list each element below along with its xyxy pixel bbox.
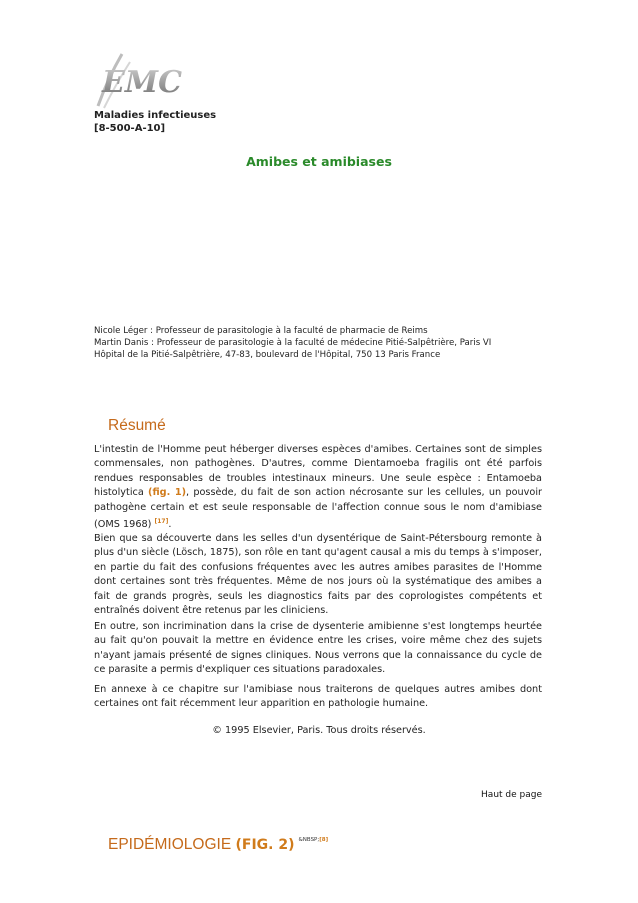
- back-to-top-link[interactable]: Haut de page: [481, 790, 542, 800]
- svg-text:EMC: EMC: [102, 65, 182, 100]
- reference-link[interactable]: [8]: [319, 837, 329, 843]
- paragraph-text: .: [168, 519, 172, 531]
- reference-link[interactable]: [17]: [154, 518, 169, 526]
- authors-block: [94, 325, 491, 361]
- figure-link[interactable]: (FIG. 2): [235, 837, 295, 853]
- figure-link[interactable]: (fig. 1): [148, 487, 186, 499]
- resume-heading: Résumé: [108, 417, 166, 434]
- paragraph-text: , possède, du fait de son action nécrosante sur les cellules, un pouvoir pathogène certain et est seule responsable de l'affection connue sous le nom d'amibiase (OMS 1968): [94, 487, 542, 531]
- paragraph: Bien que sa découverte dans les selles d'un dysentérique de Saint-Pétersbourg remonte à plus d'un siècle (Lösch, 1875), son rôle en tant qu'agent causal a mis du temps à s'imposer, en partie du fait des confusions fréquentes avec les autres amibes parasites de l'Homme dont certaines sont très fréquentes. Même de nos jours où la systématique des amibes a fait de grands progrès, seuls les diagnostics faits par des coprologistes compétents et entraînés doivent être retenus par les cliniciens.: [94, 533, 542, 617]
- paragraph: [94, 443, 542, 533]
- copyright-notice: © 1995 Elsevier, Paris. Tous droits réservés.: [212, 725, 426, 736]
- page-title: Amibes et amibiases: [246, 154, 392, 169]
- paragraph: En outre, son incrimination dans la crise de dysenterie amibienne s'est longtemps heurtée au fait qu'on pouvait la mettre en évidence entre les crises, voire même chez des sujets n'ayant jamais présenté de signes cliniques. Nous verrons que la connaissance du cycle de ce parasite a permis d'expliquer ces situations paradoxales.: [94, 621, 542, 676]
- note-text: &NBSP;: [298, 837, 320, 843]
- article-reference: [8-500-A-10]: [94, 123, 166, 134]
- author-line: Martin Danis : Professeur de parasitologie à la faculté de médecine Pitié-Salpêtrière, Paris VI: [94, 338, 492, 348]
- reference-note: [298, 837, 328, 843]
- paragraph-text: L'intestin de l'Homme peut héberger diverses espèces d'amibes. Certaines sont de simples commensales, non pathogènes. D'autres, comme Dientamoeba fragilis ont été parfois rendues responsables de troubles intestinaux mineurs. Une seule espèce : Entamoeba histolytica: [94, 444, 542, 499]
- paragraph: En annexe à ce chapitre sur l'amibiase nous traiterons de quelques autres amibes dont certaines ont fait récemment leur apparition en pathologie humaine.: [94, 684, 542, 710]
- section-heading-epidemiologie: [108, 834, 328, 854]
- section-title: EPIDÉMIOLOGIE: [108, 836, 236, 853]
- emc-logo: [94, 48, 182, 110]
- author-line: Nicole Léger : Professeur de parasitologie à la faculté de pharmacie de Reims: [94, 326, 428, 336]
- journal-name: Maladies infectieuses: [94, 110, 217, 121]
- affiliation-line: Hôpital de la Pitié-Salpêtrière, 47-83, boulevard de l'Hôpital, 750 13 Paris France: [94, 350, 441, 360]
- journal-info: [94, 109, 216, 135]
